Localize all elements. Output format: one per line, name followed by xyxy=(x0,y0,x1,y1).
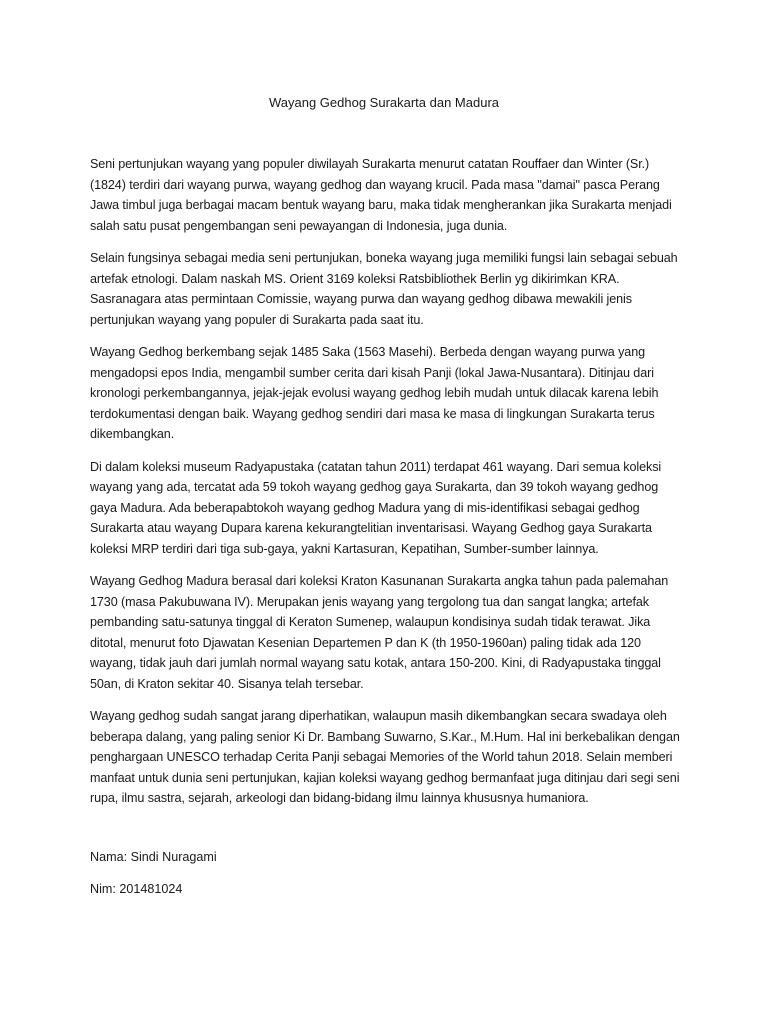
document-title: Wayang Gedhog Surakarta dan Madura xyxy=(268,95,500,110)
author-name: Nama: Sindi Nuragami xyxy=(90,850,217,864)
paragraph-3: Wayang Gedhog berkembang sejak 1485 Saka (1563 Masehi). Berbeda dengan wayang purwa yang mengadopsi epos India, mengambil sumber cerita dari kisah Panji (lokal Jawa-Nusantara). Ditinjau dari kronologi perkembangannya, jejak-jejak evolusi wayang gedhog lebih mudah untuk dilacak karena lebih terdokumentasi dengan baik. Wayang gedhog sendiri dari masa ke masa di lingkungan Surakarta terus dikembangkan. xyxy=(90,345,659,441)
paragraph-1: Seni pertunjukan wayang yang populer diwilayah Surakarta menurut catatan Rouffaer dan Winter (Sr.) (1824) terdiri dari wayang purwa, wayang gedhog dan wayang krucil. Pada masa "damai" pasca Perang Jawa timbul juga berbagai macam bentuk wayang baru, maka tidak mengherankan jika Surakarta menjadi salah satu pusat pengembangan seni pewayangan di Indonesia, juga dunia. xyxy=(90,157,672,233)
paragraph-4: Di dalam koleksi museum Radyapustaka (catatan tahun 2011) terdapat 461 wayang. Dari semua koleksi wayang yang ada, tercatat ada 59 tokoh wayang gedhog gaya Surakarta, dan 39 tokoh wayang gedhog gaya Madura. Ada beberapabtokoh wayang gedhog Madura yang di mis-identifikasi sebagai gedhog Surakarta atau wayang Dupara karena kekurangtelitian inventarisasi. Wayang Gedhog gaya Surakarta koleksi MRP terdiri dari tiga sub-gaya, yakni Kartasuran, Kepatihan, Sumber-sumber lainnya. xyxy=(90,459,662,556)
document-body xyxy=(90,154,680,821)
author-nim: Nim: 201481024 xyxy=(90,882,183,896)
paragraph-5: Wayang Gedhog Madura berasal dari koleksi Kraton Kasunanan Surakarta angka tahun pada palemahan 1730 (masa Pakubuwana IV). Merupakan jenis wayang yang tergolong tua dan sangat langka; artefak pembanding satu-satunya tinggal di Keraton Sumenep, walaupun kondisinya sudah tidak terawat. Jika ditotal, menurut foto Djawatan Kesenian Departemen P dan K (th 1950-1960an) paling tidak ada 120 wayang, tidak jauh dari jumlah normal wayang satu kotak, antara 150-200. Kini, di Radyapustaka tinggal 50an, di Kraton sekitar 40. Sisanya telah tersebar. xyxy=(90,574,669,691)
paragraph-6: Wayang gedhog sudah sangat jarang diperhatikan, walaupun masih dikembangkan secara swadaya oleh beberapa dalang, yang paling senior Ki Dr. Bambang Suwarno, S.Kar., M.Hum. Hal ini berkebalikan dengan penghargaan UNESCO terhadap Cerita Panji sebagai Memories of the World tahun 2018. Selain memberi manfaat untuk dunia seni pertunjukan, kajian koleksi wayang gedhog bermanfaat juga ditinjau dari segi seni rupa, ilmu sastra, sejarah, arkeologi dan bidang-bidang ilmu lainnya khususnya humaniora. xyxy=(90,709,680,805)
paragraph-2: Selain fungsinya sebagai media seni pertunjukan, boneka wayang juga memiliki fungsi lain sebagai sebuah artefak etnologi. Dalam naskah MS. Orient 3169 koleksi Ratsbibliothek Berlin yg dikirimkan KRA. Sasranagara atas permintaan Comissie, wayang purwa dan wayang gedhog dibawa mewakili jenis pertunjukan wayang yang populer di Surakarta pada saat itu. xyxy=(90,251,678,327)
